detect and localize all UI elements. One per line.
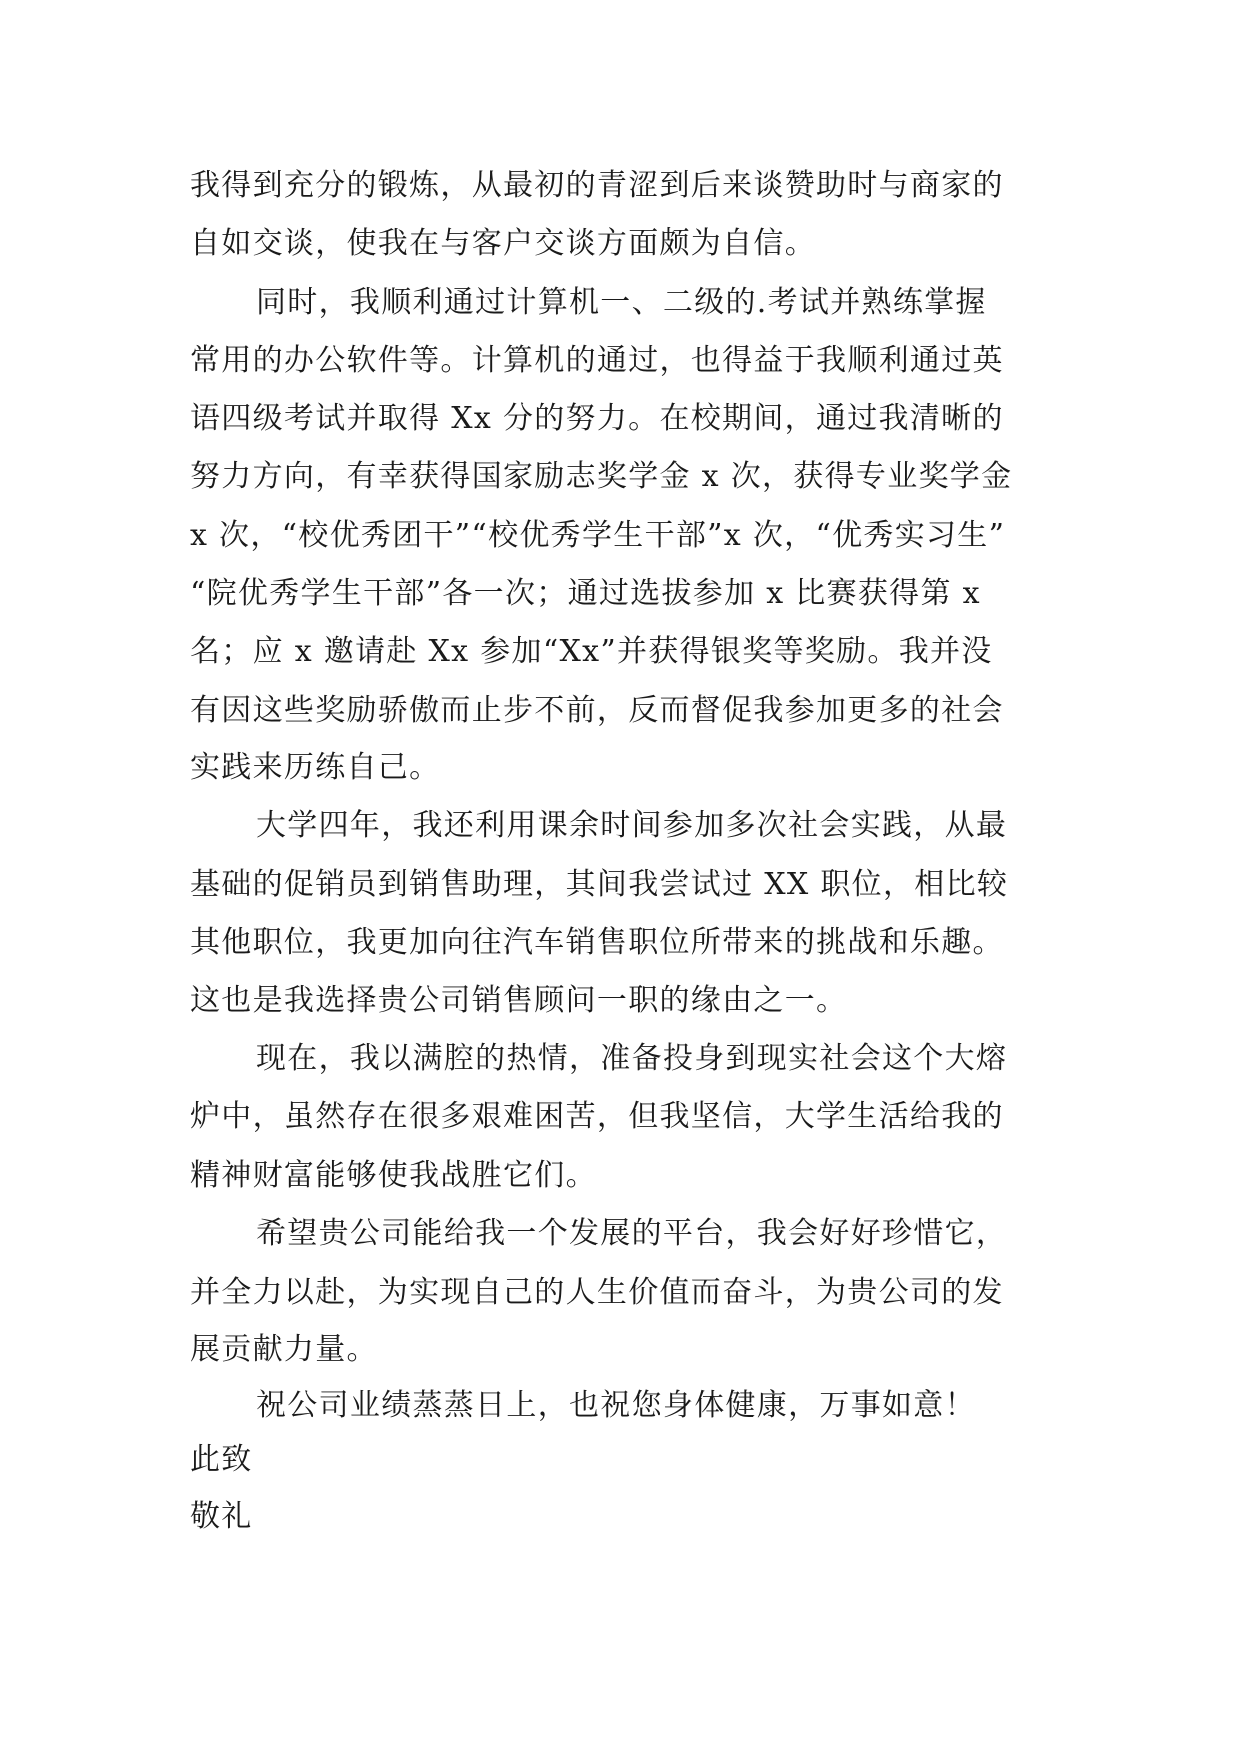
paragraph-line: 并全力以赴，为实现自己的人生价值而奋斗，为贵公司的发 (190, 1275, 1004, 1310)
paragraph-line: 精神财富能够使我战胜它们。 (190, 1158, 597, 1193)
paragraph-line: 现在，我以满腔的热情，准备投身到现实社会这个大熔 (256, 1041, 1008, 1076)
closing-wish: 祝公司业绩蒸蒸日上，也祝您身体健康，万事如意！ (256, 1388, 976, 1423)
paragraph-line: 同时，我顺利通过计算机一、二级的.考试并熟练掌握 (256, 285, 987, 320)
salutation-cizhi: 此致 (190, 1442, 253, 1477)
paragraph-line: 基础的促销员到销售助理，其间我尝试过 XX 职位，相比较 (190, 867, 1009, 902)
paragraph-line: 其他职位，我更加向往汽车销售职位所带来的挑战和乐趣。 (190, 925, 1004, 960)
paragraph-line: 有因这些奖励骄傲而止步不前，反而督促我参加更多的社会 (190, 693, 1004, 728)
paragraph-line: “院优秀学生干部”各一次；通过选拔参加 x 比赛获得第 x (190, 576, 981, 611)
paragraph-line: 大学四年，我还利用课余时间参加多次社会实践，从最 (256, 808, 1008, 843)
paragraph-line: 自如交谈，使我在与客户交谈方面颇为自信。 (190, 226, 816, 261)
salutation-jingli: 敬礼 (190, 1499, 253, 1534)
paragraph-line: 炉中，虽然存在很多艰难困苦，但我坚信，大学生活给我的 (190, 1099, 1004, 1134)
paragraph-line: 名；应 x 邀请赴 Xx 参加“Xx”并获得银奖等奖励。我并没 (190, 634, 993, 669)
paragraph-line: 展贡献力量。 (190, 1332, 378, 1367)
paragraph-line: 这也是我选择贵公司销售顾问一职的缘由之一。 (190, 983, 848, 1018)
paragraph-line: x 次，“校优秀团干”“校优秀学生干部”x 次，“优秀实习生” (190, 518, 1006, 553)
paragraph-line: 希望贵公司能给我一个发展的平台，我会好好珍惜它， (256, 1216, 1008, 1251)
paragraph-line: 我得到充分的锻炼，从最初的青涩到后来谈赞助时与商家的 (190, 168, 1004, 203)
paragraph-line: 努力方向，有幸获得国家励志奖学金 x 次，获得专业奖学金 (190, 459, 1013, 494)
paragraph-line: 实践来历练自己。 (190, 750, 441, 785)
paragraph-line: 常用的办公软件等。计算机的通过，也得益于我顺利通过英 (190, 343, 1004, 378)
paragraph-line: 语四级考试并取得 Xx 分的努力。在校期间，通过我清晰的 (190, 401, 1004, 436)
